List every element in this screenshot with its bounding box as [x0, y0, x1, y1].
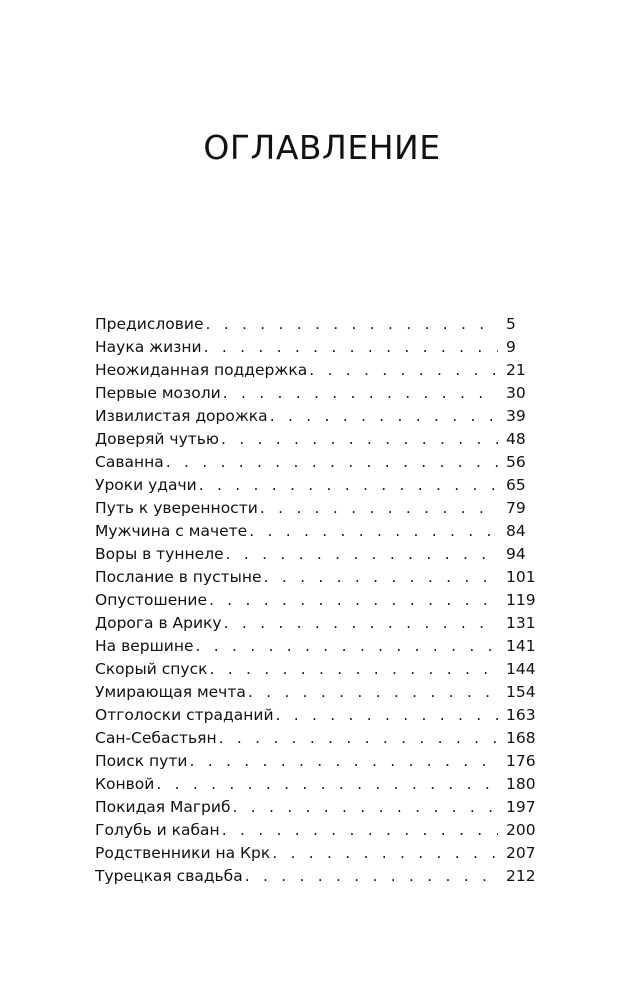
toc-entry-19: [95, 727, 540, 750]
toc-entry-20: [95, 750, 540, 773]
toc-entry-12: [95, 566, 540, 589]
toc-dot-leader: [219, 727, 498, 750]
toc-entry-17: [95, 681, 540, 704]
toc-entry-page: 141: [506, 637, 536, 655]
toc-entry-title: Извилистая дорожка: [95, 407, 268, 425]
toc-entry-16: [95, 658, 540, 681]
toc-dot-leader: [272, 842, 498, 865]
toc-entry-title: Опустошение: [95, 591, 208, 609]
toc-entry-page: 176: [506, 752, 536, 770]
toc-dot-leader: [226, 543, 498, 566]
toc-entry-page: 197: [506, 798, 536, 816]
table-of-contents: [95, 313, 540, 888]
toc-entry-title: Поиск пути: [95, 752, 188, 770]
toc-entry-title: На вершине: [95, 637, 194, 655]
toc-entry-13: [95, 589, 540, 612]
toc-entry-title: Конвой: [95, 775, 155, 793]
toc-entry-title: Доверяй чутью: [95, 430, 219, 448]
toc-entry-page: 30: [506, 384, 526, 402]
toc-entry-1: [95, 313, 540, 336]
toc-entry-page: 101: [506, 568, 536, 586]
toc-dot-leader: [166, 451, 498, 474]
toc-entry-title: Дорога в Арику: [95, 614, 222, 632]
toc-entry-page: 39: [506, 407, 526, 425]
toc-dot-leader: [196, 635, 498, 658]
toc-entry-2: [95, 336, 540, 359]
toc-entry-25: [95, 865, 540, 888]
toc-entry-8: [95, 474, 540, 497]
toc-entry-title: Воры в туннеле: [95, 545, 224, 563]
toc-entry-page: 180: [506, 775, 536, 793]
toc-entry-title: Сан-Себастьян: [95, 729, 217, 747]
toc-dot-leader: [205, 313, 498, 336]
toc-entry-title: Наука жизни: [95, 338, 202, 356]
toc-entry-page: 94: [506, 545, 526, 563]
toc-entry-page: 119: [506, 591, 536, 609]
toc-entry-title: Неожиданная поддержка: [95, 361, 308, 379]
toc-entry-3: [95, 359, 540, 382]
toc-entry-title: Отголоски страданий: [95, 706, 274, 724]
toc-entry-6: [95, 428, 540, 451]
toc-entry-page: 154: [506, 683, 536, 701]
toc-entry-21: [95, 773, 540, 796]
toc-dot-leader: [189, 750, 498, 773]
toc-dot-leader: [264, 566, 498, 589]
toc-dot-leader: [199, 474, 498, 497]
toc-entry-page: 56: [506, 453, 526, 471]
toc-dot-leader: [156, 773, 498, 796]
toc-dot-leader: [221, 428, 498, 451]
toc-entry-18: [95, 704, 540, 727]
toc-entry-title: Покидая Магриб: [95, 798, 231, 816]
toc-dot-leader: [249, 520, 498, 543]
toc-entry-page: 144: [506, 660, 536, 678]
toc-entry-title: Мужчина с мачете: [95, 522, 248, 540]
toc-dot-leader: [222, 819, 498, 842]
toc-entry-4: [95, 382, 540, 405]
toc-entry-title: Родственники на Крк: [95, 844, 271, 862]
toc-dot-leader: [209, 589, 498, 612]
toc-entry-page: 48: [506, 430, 526, 448]
toc-entry-page: 168: [506, 729, 536, 747]
toc-entry-24: [95, 842, 540, 865]
toc-entry-23: [95, 819, 540, 842]
toc-entry-5: [95, 405, 540, 428]
toc-entry-page: 131: [506, 614, 536, 632]
toc-dot-leader: [309, 359, 498, 382]
toc-entry-title: Путь к уверенности: [95, 499, 258, 517]
toc-dot-leader: [245, 865, 498, 888]
toc-dot-leader: [260, 497, 498, 520]
toc-entry-page: 79: [506, 499, 526, 517]
toc-entry-title: Предисловие: [95, 315, 204, 333]
toc-entry-title: Голубь и кабан: [95, 821, 220, 839]
toc-entry-title: Умирающая мечта: [95, 683, 246, 701]
toc-entry-7: [95, 451, 540, 474]
toc-entry-title: Скорый спуск: [95, 660, 208, 678]
toc-entry-10: [95, 520, 540, 543]
toc-entry-title: Саванна: [95, 453, 164, 471]
toc-entry-15: [95, 635, 540, 658]
toc-dot-leader: [204, 336, 498, 359]
toc-entry-11: [95, 543, 540, 566]
toc-dot-leader: [223, 382, 498, 405]
page-title: ОГЛАВЛЕНИЕ: [203, 128, 441, 167]
toc-entry-page: 207: [506, 844, 536, 862]
toc-entry-page: 9: [506, 338, 516, 356]
toc-dot-leader: [248, 681, 498, 704]
toc-entry-page: 200: [506, 821, 536, 839]
toc-entry-title: Послание в пустыне: [95, 568, 262, 586]
toc-entry-14: [95, 612, 540, 635]
toc-entry-page: 65: [506, 476, 526, 494]
toc-dot-leader: [224, 612, 498, 635]
toc-dot-leader: [276, 704, 498, 727]
toc-entry-title: Уроки удачи: [95, 476, 197, 494]
toc-dot-leader: [209, 658, 498, 681]
toc-entry-page: 84: [506, 522, 526, 540]
toc-entry-title: Турецкая свадьба: [95, 867, 243, 885]
toc-entry-title: Первые мозоли: [95, 384, 221, 402]
toc-entry-page: 5: [506, 315, 516, 333]
toc-entry-9: [95, 497, 540, 520]
toc-dot-leader: [233, 796, 498, 819]
toc-entry-page: 21: [506, 361, 526, 379]
toc-entry-page: 163: [506, 706, 536, 724]
toc-dot-leader: [270, 405, 498, 428]
toc-entry-22: [95, 796, 540, 819]
toc-entry-page: 212: [506, 867, 536, 885]
